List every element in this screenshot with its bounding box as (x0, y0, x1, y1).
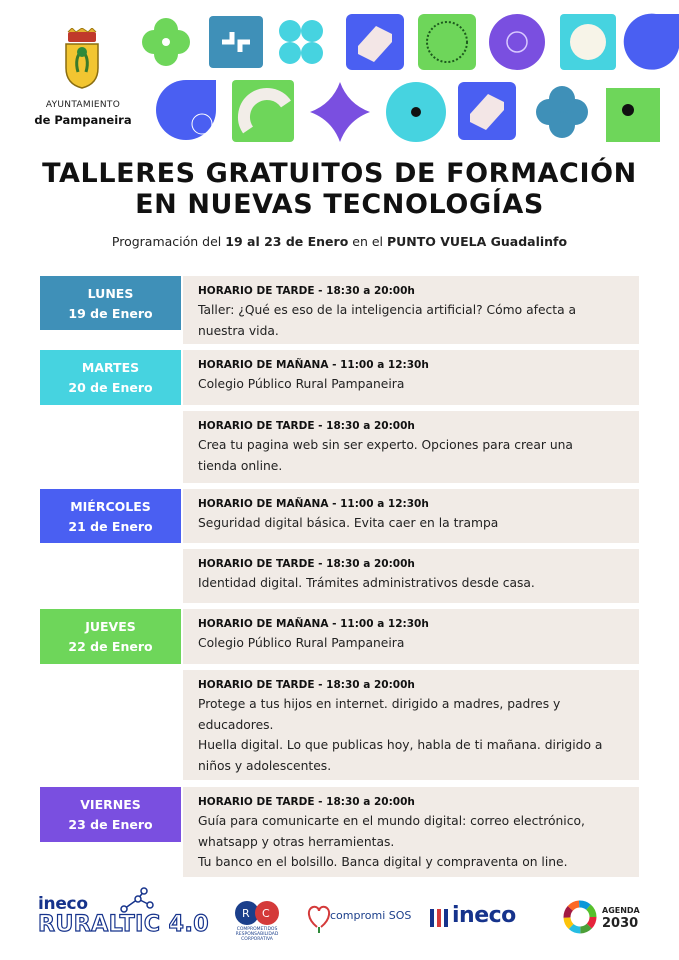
session-description: Taller: ¿Qué es eso de la inteligencia artificial? Cómo afecta a (198, 303, 577, 317)
session-description: nuestra vida. (198, 323, 279, 338)
day-label-jueves (40, 609, 181, 664)
network-icon (120, 887, 160, 913)
drop-shape-blue-2 (156, 80, 216, 140)
ineco-ruraltic-logo-text: ineco (38, 894, 88, 914)
ineco-bars-icon (430, 907, 450, 929)
circles-shape-cyan (279, 20, 323, 64)
sponsor-logos (0, 885, 679, 945)
schedule-subtitle: Programación del 19 al 23 de Enero en el PUNTO VUELA Guadalinfo (111, 234, 568, 249)
ineco-logo-text: ineco (452, 903, 516, 928)
session-jueves-manana (183, 609, 639, 664)
hexagon-shape-blue-2 (458, 82, 516, 140)
session-description: Tu banco en el bolsillo. Banca digital y compraventa on line. (198, 855, 568, 869)
flower-shape-blue (536, 86, 588, 138)
session-time: HORARIO DE TARDE - 18:30 a 20:00h (198, 796, 415, 808)
square-shape-blue (209, 16, 263, 68)
session-time: HORARIO DE MAÑANA - 11:00 a 12:30h (198, 359, 429, 371)
starburst-shape-green (418, 14, 476, 70)
title-line-2: EN NUEVAS TECNOLOGÍAS (135, 189, 544, 220)
session-time: HORARIO DE TARDE - 18:30 a 20:00h (198, 679, 415, 691)
day-name: LUNES (87, 286, 134, 301)
session-time: HORARIO DE TARDE - 18:30 a 20:00h (198, 558, 415, 570)
session-description: tienda online. (198, 458, 283, 473)
svg-text:R: R (242, 907, 250, 920)
day-name: MIÉRCOLES (70, 499, 151, 514)
day-label-martes (40, 350, 181, 405)
drop-shape-blue (624, 14, 679, 70)
session-description: Protege a tus hijos en internet. dirigido a madres, padres y (198, 697, 561, 711)
arc-shape-green (232, 80, 294, 142)
day-date: 21 de Enero (68, 519, 153, 534)
session-description: Guía para comunicarte en el mundo digital: correo electrónico, (198, 814, 585, 828)
session-description: Identidad digital. Trámites administrativos desde casa. (198, 576, 535, 590)
square-glow-cyan (560, 14, 616, 70)
session-time: HORARIO DE TARDE - 18:30 a 20:00h (198, 420, 415, 432)
session-jueves-tarde (183, 670, 639, 780)
pampaneira-coat-of-arms (60, 28, 104, 90)
session-description: Huella digital. Lo que publicas hoy, habla de ti mañana. dirigido a (198, 738, 603, 752)
session-description: Seguridad digital básica. Evita caer en la trampa (198, 516, 499, 530)
agenda-year: 2030 (602, 916, 639, 931)
session-description: whatsapp y otras herramientas. (198, 834, 395, 849)
sdg-wheel-icon (562, 899, 598, 935)
session-description: educadores. (198, 717, 274, 732)
session-miercoles-manana (183, 489, 639, 543)
agenda-label: AGENDA (602, 906, 640, 915)
session-miercoles-tarde (183, 549, 639, 603)
day-date: 20 de Enero (68, 380, 153, 395)
day-name: JUEVES (85, 619, 136, 634)
day-label-viernes (40, 787, 181, 842)
page-title (0, 158, 679, 220)
decorative-shapes-banner (136, 12, 679, 144)
day-date: 22 de Enero (68, 639, 153, 654)
session-martes-tarde (183, 411, 639, 483)
flower-shape-green (142, 18, 190, 66)
session-time: HORARIO DE TARDE - 18:30 a 20:00h (198, 285, 415, 297)
diamond-shape-violet (310, 82, 370, 142)
session-description: Colegio Público Rural Pampaneira (198, 377, 405, 391)
session-description: niños y adolescentes. (198, 758, 332, 773)
hexagon-shape-blue (346, 14, 404, 70)
rc-caption: COMPROMETIDOS RESPONSABILIDAD CORPORATIVA (235, 927, 279, 942)
compromisos-logo-text: compromi SOS (330, 909, 412, 922)
session-viernes-tarde (183, 787, 639, 877)
day-name: VIERNES (80, 797, 141, 812)
ruraltic-logo-text: RURALTIC 4.0 (38, 912, 210, 937)
town-name: de Pampaneira (34, 113, 132, 127)
session-lunes-tarde (183, 276, 639, 344)
svg-text:C: C (262, 907, 270, 920)
day-date: 19 de Enero (68, 306, 153, 321)
session-time: HORARIO DE MAÑANA - 11:00 a 12:30h (198, 618, 429, 630)
session-description: Crea tu pagina web sin ser experto. Opciones para crear una (198, 438, 573, 452)
dots-grid-green (606, 88, 660, 142)
day-name: MARTES (81, 360, 140, 375)
title-line-1: TALLERES GRATUITOS DE FORMACIÓN (42, 158, 637, 189)
day-label-miercoles (40, 489, 181, 543)
day-date: 23 de Enero (68, 817, 153, 832)
session-time: HORARIO DE MAÑANA - 11:00 a 12:30h (198, 498, 429, 510)
day-label-lunes (40, 276, 181, 330)
circle-shape-cyan-2 (386, 82, 446, 142)
session-martes-manana (183, 350, 639, 405)
circle-shape-violet (489, 14, 545, 70)
town-hall-label: AYUNTAMIENTO (45, 100, 121, 110)
session-description: Colegio Público Rural Pampaneira (198, 636, 405, 650)
